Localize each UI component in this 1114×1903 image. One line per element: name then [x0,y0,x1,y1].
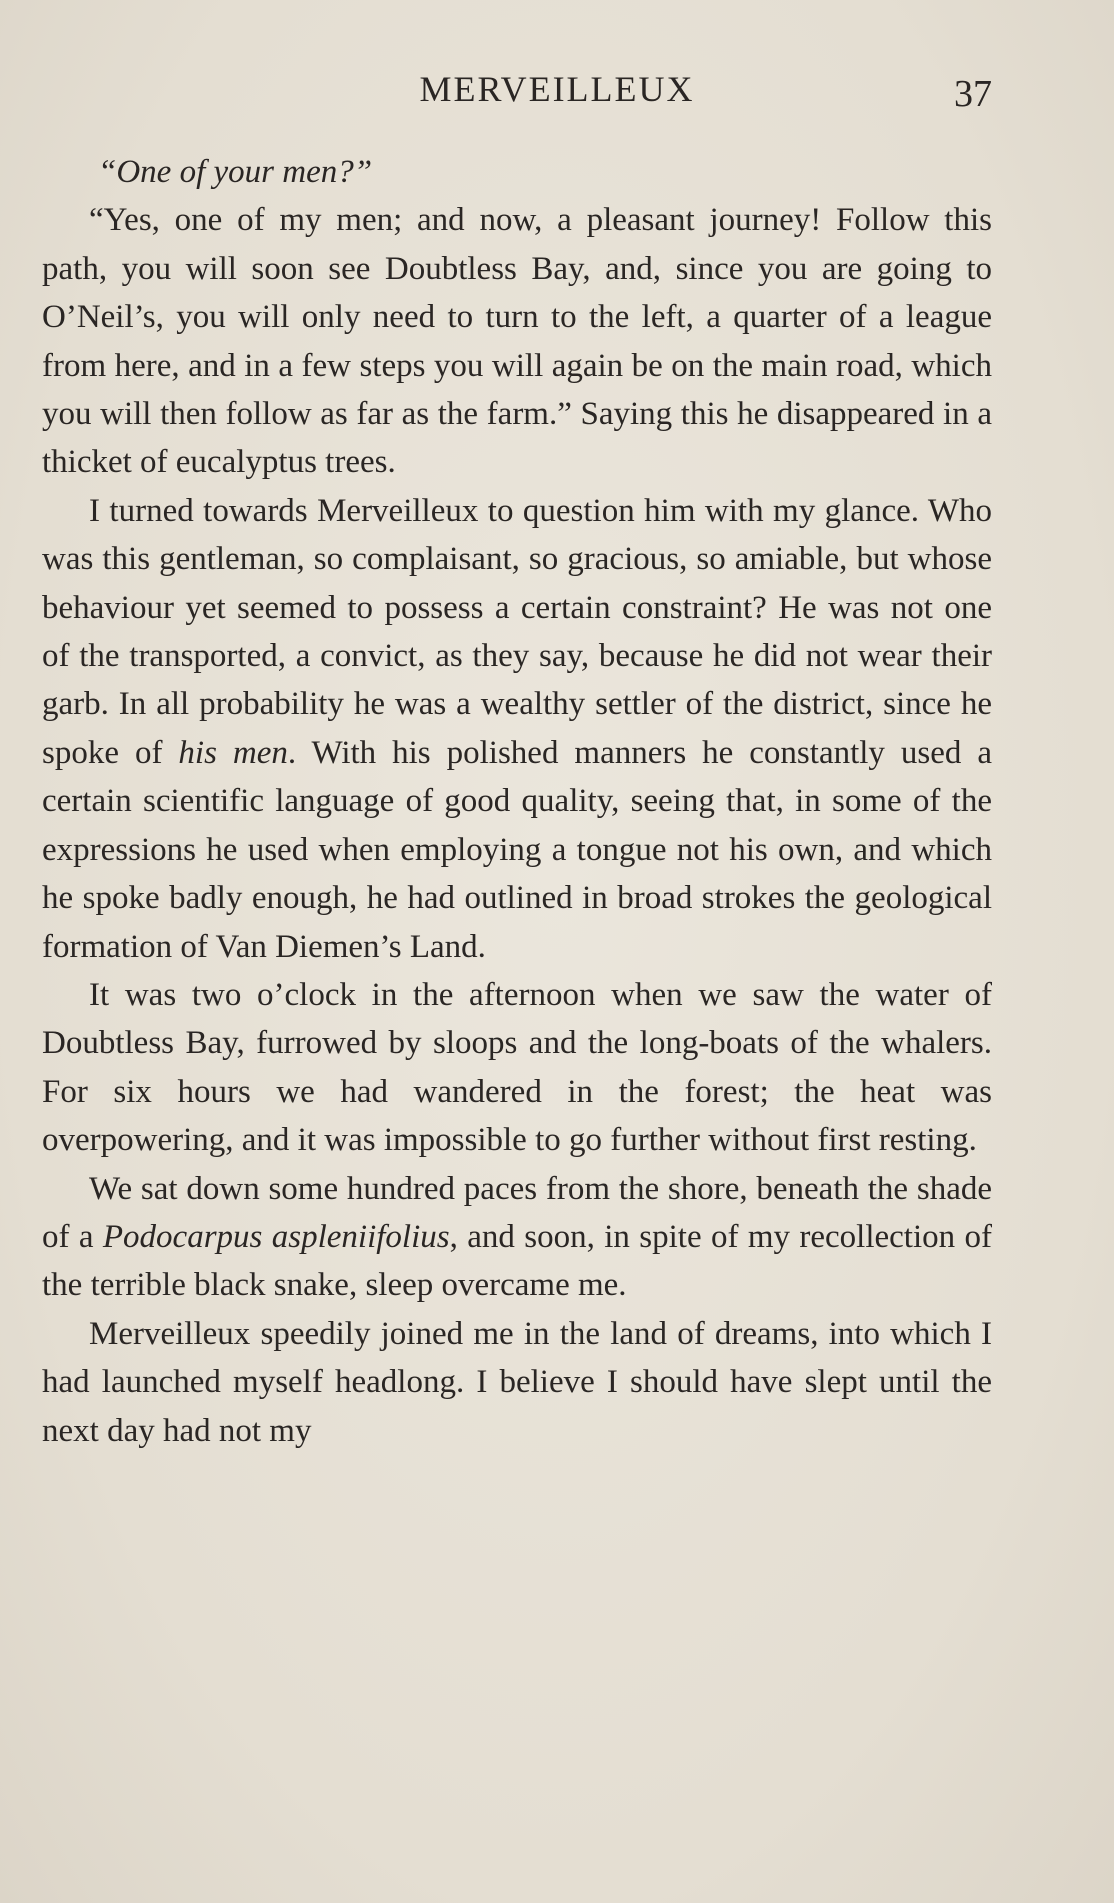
paragraph-2 [42,196,992,486]
paragraph-6 [42,1310,992,1455]
italic-question: “One of your men?” [98,154,373,190]
paragraph-text: . With his polished manners he constantly used a certain scientific language of good quality, seeing that, in some of the expressions he used when employing a tongue not his own, and which he spoke badly enough, he had outlined in broad strokes the geological formation of Van Diemen’s Land. [42,734,993,965]
paragraph-5 [42,1165,992,1310]
paragraph-text: , and soon, in spite of my recollection of the terrible black snake, sleep overcame me. [42,1218,992,1304]
italic-species-name: Podocarpus aspleniifolius [102,1218,450,1255]
italic-emphasis: his men [178,734,288,771]
running-title: MERVEILLEUX [419,69,695,109]
paragraph-text: “Yes, one of my men; and now, a pleasant journey! Follow this path, you will soon see Doubtless Bay, and, since you are going to O’Neil’s, you will only need to turn to the left, a quarter of a league from here, and in a few steps you will again be on the main road, which you will then follow as far as the farm.” Saying this he disappeared in a thicket of eucalyptus trees. [42,202,992,481]
body-text [42,148,992,1455]
paragraph-3 [42,487,992,971]
paragraph-text: It was two o’clock in the afternoon when we saw the water of Doubtless Bay, furrowed by sloops and the long-boats of the whalers. For six hours we had wandered in the forest; the heat was overpowering, and it was impossible to go further without first resting. [42,976,992,1159]
paragraph-4 [42,971,992,1165]
paragraph-1 [42,148,992,196]
paragraph-text: Merveilleux speedily joined me in the land of dreams, into which I had launched myself headlong. I believe I should have slept until the next day had not my [42,1315,992,1449]
paragraph-text: I turned towards Merveilleux to question him with my glance. Who was this gentleman, so complaisant, so gracious, so amiable, but whose behaviour yet seemed to possess a certain constraint? He was not one of the transported, a convict, as they say, because he did not wear their garb. In all probability he was a wealthy settler of the district, since he spoke of [42,492,992,771]
page-number: 37 [954,73,992,115]
paragraph-text: We sat down some hundred paces from the shore, beneath the shade of a [42,1170,992,1255]
page-header [0,68,1114,118]
